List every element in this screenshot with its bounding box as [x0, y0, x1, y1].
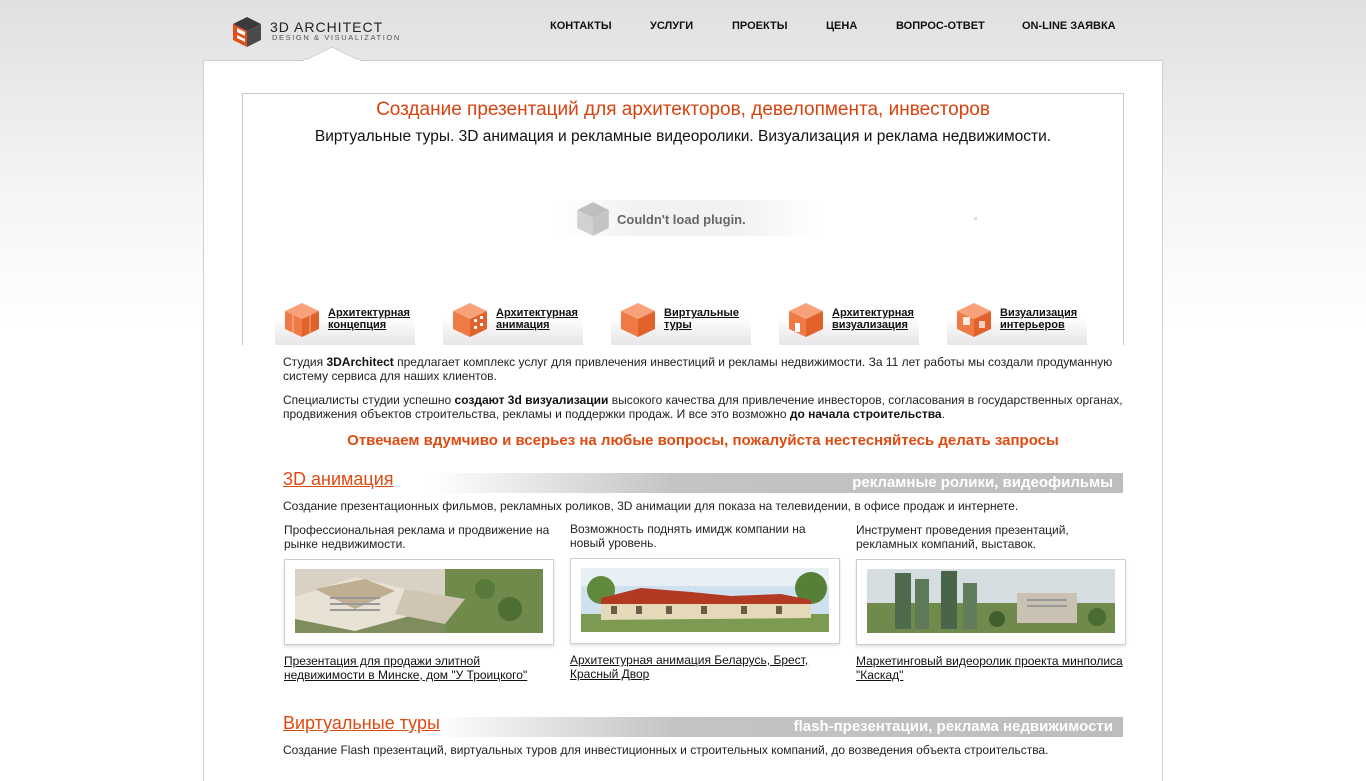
nav-online-request[interactable]: ON-LINE ЗАЯВКА [1022, 20, 1116, 32]
section-description-animation: Создание презентационных фильмов, рекламных роликов, 3D анимации для показа на телевидении, в офисе продаж и интернете. [283, 499, 1019, 513]
service-label: Виртуальные туры [664, 307, 739, 331]
film-cube-icon [451, 301, 489, 339]
card-description: Инструмент проведения презентаций, рекламных компаний, выставок. [856, 523, 1069, 551]
house-icon [787, 301, 825, 339]
plugin-error-message: Couldn't load plugin. [617, 212, 746, 227]
intro-paragraph-2: Специалисты студии успешно создают 3d визуализации высокого качества для привлечение инвесторов, согласования в государственных органах, продвижения объектов строительства, рекламы и поддержки продаж. И все это возможно до начала строительства. [283, 393, 1123, 421]
service-label: Архитектурная концепция [328, 307, 410, 331]
card-description: Возможность поднять имидж компании на новый уровень. [570, 522, 806, 550]
cube-icon [283, 301, 321, 339]
service-interior-visualization[interactable] [947, 298, 1087, 345]
building-render-image [295, 569, 543, 633]
towers-render-image [867, 569, 1115, 633]
townhouses-render-image [581, 568, 829, 632]
service-label: Архитектурная визуализация [832, 307, 914, 331]
card-link[interactable]: Архитектурная анимация Беларусь, Брест, Красный Двор [570, 653, 809, 681]
card-image-frame[interactable] [856, 559, 1126, 645]
section-subtitle-tours: flash-презентации, реклама недвижимости [793, 718, 1113, 735]
section-title-animation[interactable]: 3D анимация [283, 469, 394, 489]
site-logo[interactable] [232, 16, 402, 48]
service-arch-visualization[interactable] [779, 298, 919, 345]
questions-highlight: Отвечаем вдумчиво и всерьез на любые вопросы, пожалуйста нестесняйтесь делать запросы [347, 432, 1059, 449]
plugin-dot [974, 217, 977, 220]
card-link[interactable]: Маркетинговый видеоролик проекта минполиса "Каскад" [856, 654, 1123, 682]
logo-title: 3D ARCHITECT [270, 19, 384, 35]
project-card-3 [855, 523, 1130, 688]
service-virtual-tours[interactable] [611, 298, 751, 345]
plugin-placeholder[interactable] [557, 200, 819, 236]
brand-name: 3DArchitect [326, 355, 394, 369]
box-icon [619, 301, 657, 339]
section-description-tours: Создание Flash презентаций, виртуальных туров для инвестиционных и строительных компаний, до возведения объекта строительства. [283, 743, 1049, 757]
hero-title: Создание презентаций для архитекторов, девелопмента, инвесторов [376, 99, 990, 120]
nav-projects[interactable]: ПРОЕКТЫ [732, 20, 788, 32]
logo-mark-icon [232, 16, 262, 48]
service-label: Визуализация интерьеров [1000, 307, 1078, 331]
project-card-2 [569, 522, 844, 687]
interior-icon [955, 301, 993, 339]
card-description: Профессиональная реклама и продвижение на рынке недвижимости. [284, 523, 550, 551]
nav-pointer [303, 46, 361, 62]
nav-services[interactable]: УСЛУГИ [650, 20, 694, 32]
service-arch-concept[interactable] [275, 298, 415, 345]
logo-watermark-icon [575, 201, 611, 237]
hero-subtitle: Виртуальные туры. 3D анимация и рекламные видеоролики. Визуализация и реклама недвижимости. [314, 128, 1052, 145]
service-label: Архитектурная анимация [496, 307, 578, 331]
nav-contacts[interactable]: КОНТАКТЫ [550, 20, 612, 32]
section-subtitle-animation: рекламные ролики, видеофильмы [852, 474, 1113, 491]
service-arch-animation[interactable] [443, 298, 583, 345]
project-card-1 [283, 523, 558, 688]
nav-faq[interactable]: ВОПРОС-ОТВЕТ [896, 20, 985, 32]
card-link[interactable]: Презентация для продажи элитной недвижимости в Минске, дом "У Троицкого" [284, 654, 528, 682]
nav-price[interactable]: ЦЕНА [826, 20, 858, 32]
logo-subtitle: DESIGN & VISUALIZATION [272, 33, 401, 42]
intro-paragraph-1: Студия 3DArchitect предлагает комплекс услуг для привлечения инвестиций и рекламы недвижимости. За 11 лет работы мы создали продуманную систему сервиса для наших клиентов. [283, 355, 1113, 383]
card-image-frame[interactable] [284, 559, 554, 645]
section-title-tours[interactable]: Виртуальные туры [283, 713, 440, 733]
card-image-frame[interactable] [570, 558, 840, 644]
